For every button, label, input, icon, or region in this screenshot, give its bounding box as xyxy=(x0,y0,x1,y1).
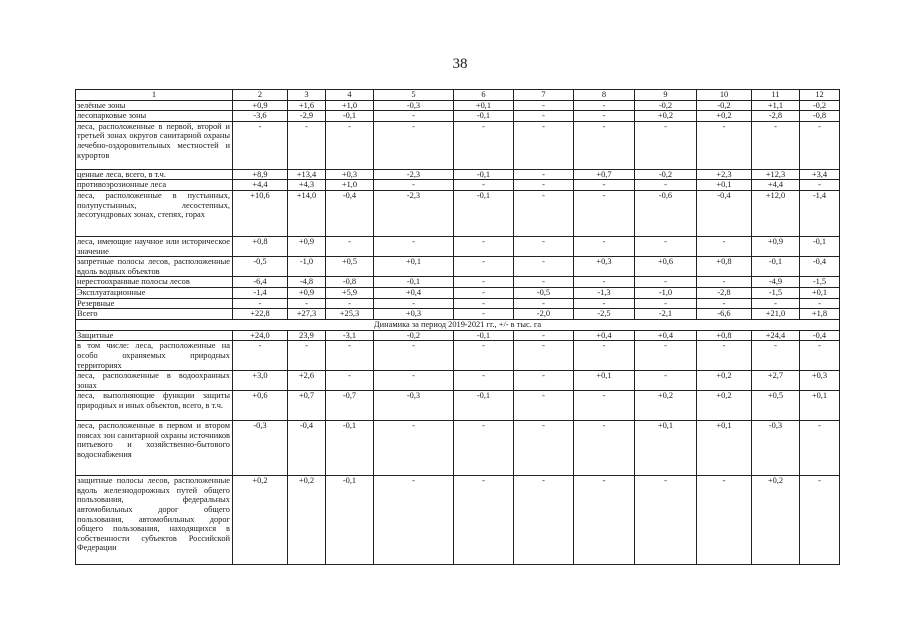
table-cell: -0,5 xyxy=(233,257,288,277)
table-cell: - xyxy=(233,121,288,169)
row-label: ценные леса, всего, в т.ч. xyxy=(76,169,233,180)
table-cell: +4,4 xyxy=(752,180,800,191)
table-row xyxy=(76,100,840,111)
table-cell: +0,6 xyxy=(233,391,288,421)
row-label: леса, расположенные в первом и втором поясах зон санитарной охраны источников питьевого и хозяйственно-бытового водоснабжения xyxy=(76,421,233,476)
table-cell: -1,0 xyxy=(635,287,697,298)
table-cell: +0,3 xyxy=(574,257,635,277)
column-header: 12 xyxy=(800,90,840,101)
table-cell: +0,8 xyxy=(697,330,752,341)
table-cell: - xyxy=(800,476,840,565)
table-cell: +0,4 xyxy=(635,330,697,341)
column-header: 6 xyxy=(454,90,514,101)
table-cell: - xyxy=(454,277,514,288)
table-cell: - xyxy=(752,298,800,309)
table-cell: - xyxy=(574,421,635,476)
table-cell: +0,2 xyxy=(233,476,288,565)
table-cell: - xyxy=(514,100,574,111)
table-cell: +0,4 xyxy=(574,330,635,341)
table-cell: +5,9 xyxy=(326,287,374,298)
table-cell: -0,1 xyxy=(326,476,374,565)
table-cell: +3,4 xyxy=(800,169,840,180)
table-cell: +0,4 xyxy=(374,287,454,298)
table-cell: - xyxy=(574,180,635,191)
table-cell: - xyxy=(574,236,635,256)
column-header: 7 xyxy=(514,90,574,101)
row-label: лесопарковые зоны xyxy=(76,111,233,122)
table-row xyxy=(76,287,840,298)
row-label: Эксплуатационные xyxy=(76,287,233,298)
table-cell: -0,3 xyxy=(752,421,800,476)
table-cell: - xyxy=(326,121,374,169)
table-cell: - xyxy=(374,298,454,309)
table-cell: -0,1 xyxy=(454,190,514,236)
table-cell: - xyxy=(454,121,514,169)
table-cell: -1,0 xyxy=(288,257,326,277)
forest-dynamics-table xyxy=(75,89,840,565)
table-cell: - xyxy=(454,371,514,391)
table-cell: -0,1 xyxy=(454,169,514,180)
table-cell: -0,1 xyxy=(454,330,514,341)
table-cell: - xyxy=(514,236,574,256)
table-cell: +0,2 xyxy=(697,391,752,421)
table-cell: - xyxy=(454,341,514,371)
column-header: 1 xyxy=(76,90,233,101)
table-cell: -0,4 xyxy=(800,330,840,341)
table-cell: -0,3 xyxy=(374,391,454,421)
table-cell: - xyxy=(800,298,840,309)
table-cell: -1,5 xyxy=(752,287,800,298)
table-cell: +3,0 xyxy=(233,371,288,391)
table-cell: +25,3 xyxy=(326,309,374,320)
table-cell: +0,6 xyxy=(635,257,697,277)
table-row xyxy=(76,421,840,476)
table-cell: - xyxy=(233,298,288,309)
table-cell: +0,5 xyxy=(326,257,374,277)
row-label: леса, имеющие научное или историческое значение xyxy=(76,236,233,256)
table-cell: -0,3 xyxy=(374,100,454,111)
table-cell: - xyxy=(635,277,697,288)
table-cell: - xyxy=(454,476,514,565)
table-cell: +0,9 xyxy=(233,100,288,111)
table-cell: - xyxy=(454,421,514,476)
table-cell: - xyxy=(326,341,374,371)
row-label: нерестоохранные полосы лесов xyxy=(76,277,233,288)
table-cell: -2,5 xyxy=(574,309,635,320)
table-cell: +0,1 xyxy=(574,371,635,391)
table-cell: - xyxy=(514,277,574,288)
table-cell: +0,1 xyxy=(697,421,752,476)
table-cell: -0,8 xyxy=(326,277,374,288)
table-cell: +0,1 xyxy=(800,391,840,421)
row-label: леса, выполняющие функции защиты природных и иных объектов, всего, в т.ч. xyxy=(76,391,233,421)
table-cell: -2,3 xyxy=(374,190,454,236)
table-cell: - xyxy=(697,236,752,256)
table-cell: - xyxy=(288,298,326,309)
table-cell: +0,3 xyxy=(800,371,840,391)
table-cell: - xyxy=(800,421,840,476)
table-cell: -0,4 xyxy=(697,190,752,236)
table-cell: +1,8 xyxy=(800,309,840,320)
table-cell: - xyxy=(374,236,454,256)
table-cell: +0,9 xyxy=(752,236,800,256)
table-row xyxy=(76,180,840,191)
table-cell: +0,2 xyxy=(697,371,752,391)
table-cell: +0,2 xyxy=(752,476,800,565)
table-cell: -0,4 xyxy=(800,257,840,277)
table-cell: -0,2 xyxy=(635,169,697,180)
table-cell: +1,1 xyxy=(752,100,800,111)
column-header: 9 xyxy=(635,90,697,101)
table-cell: - xyxy=(635,341,697,371)
table-cell: +10,6 xyxy=(233,190,288,236)
table-row xyxy=(76,371,840,391)
table-cell: - xyxy=(326,298,374,309)
table-row xyxy=(76,341,840,371)
table-cell: - xyxy=(514,476,574,565)
table-cell: -0,2 xyxy=(374,330,454,341)
table-cell: +13,4 xyxy=(288,169,326,180)
table-cell: +24,0 xyxy=(233,330,288,341)
row-label: запретные полосы лесов, расположенные вдоль водных объектов xyxy=(76,257,233,277)
table-cell: - xyxy=(514,421,574,476)
row-label: в том числе: леса, расположенные на особо охраняемых природных территориях xyxy=(76,341,233,371)
table-cell: - xyxy=(288,121,326,169)
column-header: 11 xyxy=(752,90,800,101)
table-cell: +1,6 xyxy=(288,100,326,111)
table-cell: -0,1 xyxy=(326,421,374,476)
row-label: Всего xyxy=(76,309,233,320)
table-cell: +0,9 xyxy=(288,287,326,298)
table-row xyxy=(76,309,840,320)
row-label: леса, расположенные в водоохранных зонах xyxy=(76,371,233,391)
table-cell: -0,8 xyxy=(800,111,840,122)
table-cell: -0,4 xyxy=(326,190,374,236)
table-cell: - xyxy=(233,341,288,371)
table-cell: +22,8 xyxy=(233,309,288,320)
table-cell: -4,8 xyxy=(288,277,326,288)
table-cell: - xyxy=(374,121,454,169)
table-cell: -0,1 xyxy=(454,111,514,122)
row-label: леса, расположенные в пустынных, полупустынных, лесостепных, лесотундровых зонах, степях, горах xyxy=(76,190,233,236)
table-row xyxy=(76,257,840,277)
table-cell: +14,0 xyxy=(288,190,326,236)
table-cell: - xyxy=(635,371,697,391)
table-cell: - xyxy=(574,298,635,309)
table-cell: - xyxy=(514,330,574,341)
row-label: защитные полосы лесов, расположенные вдоль железнодорожных путей общего пользования, федеральных автомобильных дорог общего пользования, автомобильных дорог общего пользования, находящихся в собственности субъектов Российской Федерации xyxy=(76,476,233,565)
table-cell: +0,8 xyxy=(233,236,288,256)
row-label: противоэрозионные леса xyxy=(76,180,233,191)
table-cell: - xyxy=(454,236,514,256)
table-cell: - xyxy=(697,121,752,169)
table-cell: - xyxy=(752,121,800,169)
table-cell: +0,7 xyxy=(288,391,326,421)
table-cell: +0,3 xyxy=(374,309,454,320)
table-cell: - xyxy=(288,341,326,371)
table-cell: -1,5 xyxy=(800,277,840,288)
table-cell: - xyxy=(374,421,454,476)
table-cell: +27,3 xyxy=(288,309,326,320)
table-cell: -0,2 xyxy=(697,100,752,111)
table-cell: -0,2 xyxy=(635,100,697,111)
table-cell: +0,7 xyxy=(574,169,635,180)
table-cell: +4,4 xyxy=(233,180,288,191)
table-cell: - xyxy=(635,236,697,256)
table-row xyxy=(76,277,840,288)
row-label: Защитные xyxy=(76,330,233,341)
table-cell: - xyxy=(574,190,635,236)
table-cell: +0,2 xyxy=(288,476,326,565)
table-cell: -1,4 xyxy=(800,190,840,236)
table-cell: -0,4 xyxy=(288,421,326,476)
table-cell: +0,1 xyxy=(800,287,840,298)
table-cell: +0,2 xyxy=(697,111,752,122)
row-label: зелёные зоны xyxy=(76,100,233,111)
table-cell: - xyxy=(514,371,574,391)
table-cell: +21,0 xyxy=(752,309,800,320)
table-cell: - xyxy=(574,476,635,565)
column-header: 5 xyxy=(374,90,454,101)
table-cell: +4,3 xyxy=(288,180,326,191)
table-row xyxy=(76,391,840,421)
table-cell: - xyxy=(374,476,454,565)
page-number: 38 xyxy=(452,56,468,72)
table-cell: -0,5 xyxy=(514,287,574,298)
table-cell: +2,3 xyxy=(697,169,752,180)
table-cell: +8,9 xyxy=(233,169,288,180)
table-cell: -0,1 xyxy=(752,257,800,277)
table-cell: - xyxy=(454,287,514,298)
table-cell: +24,4 xyxy=(752,330,800,341)
table-cell: +1,0 xyxy=(326,180,374,191)
table-cell: - xyxy=(574,391,635,421)
table-cell: -0,1 xyxy=(374,277,454,288)
table-cell: - xyxy=(800,121,840,169)
table-cell: -2,0 xyxy=(514,309,574,320)
section-row xyxy=(76,320,840,331)
table-cell: +0,1 xyxy=(697,180,752,191)
table-cell: -3,6 xyxy=(233,111,288,122)
table-cell: +0,9 xyxy=(288,236,326,256)
table-cell: +0,1 xyxy=(635,421,697,476)
table-cell: -4,9 xyxy=(752,277,800,288)
column-header: 4 xyxy=(326,90,374,101)
section-title: Динамика за период 2019-2021 гг., +/- в тыс. га xyxy=(76,320,840,331)
table-cell: +12,0 xyxy=(752,190,800,236)
table-cell: -0,3 xyxy=(233,421,288,476)
table-cell: +0,5 xyxy=(752,391,800,421)
column-header: 10 xyxy=(697,90,752,101)
row-label: леса, расположенные в первой, второй и третьей зонах округов санитарной охраны лечебно-оздоровительных местностей и курортов xyxy=(76,121,233,169)
table-cell: +0,1 xyxy=(454,100,514,111)
column-header: 8 xyxy=(574,90,635,101)
table-cell: - xyxy=(697,277,752,288)
row-label: Резервные xyxy=(76,298,233,309)
table-cell: +0,3 xyxy=(326,169,374,180)
table-cell: +0,2 xyxy=(635,391,697,421)
table-cell: - xyxy=(635,476,697,565)
table-cell: - xyxy=(514,169,574,180)
table-cell: - xyxy=(574,341,635,371)
table-cell: -0,1 xyxy=(800,236,840,256)
table-cell: -0,7 xyxy=(326,391,374,421)
table-cell: +2,6 xyxy=(288,371,326,391)
table-cell: -2,8 xyxy=(752,111,800,122)
table-cell: -2,8 xyxy=(697,287,752,298)
table-cell: - xyxy=(800,180,840,191)
table-cell: -0,1 xyxy=(326,111,374,122)
table-cell: - xyxy=(514,190,574,236)
table-cell: - xyxy=(514,180,574,191)
table-cell: - xyxy=(374,341,454,371)
table-cell: -6,6 xyxy=(697,309,752,320)
table-cell: - xyxy=(374,111,454,122)
table-cell: +0,2 xyxy=(635,111,697,122)
table-cell: - xyxy=(374,180,454,191)
table-cell: - xyxy=(635,121,697,169)
table-cell: - xyxy=(635,180,697,191)
table-cell: - xyxy=(514,391,574,421)
table-cell: - xyxy=(514,257,574,277)
table-cell: -2,9 xyxy=(288,111,326,122)
table-cell: -2,1 xyxy=(635,309,697,320)
table-cell: - xyxy=(454,298,514,309)
table-row xyxy=(76,236,840,256)
table-cell: +12,3 xyxy=(752,169,800,180)
table-cell: -0,1 xyxy=(454,391,514,421)
table-cell: - xyxy=(574,100,635,111)
table-cell: - xyxy=(800,341,840,371)
table-cell: -1,3 xyxy=(574,287,635,298)
table-cell: - xyxy=(635,298,697,309)
table-cell: +0,8 xyxy=(697,257,752,277)
table-cell: -2,3 xyxy=(374,169,454,180)
table-row xyxy=(76,121,840,169)
table-cell: - xyxy=(514,298,574,309)
table-row xyxy=(76,476,840,565)
table-cell: - xyxy=(326,371,374,391)
table-cell: - xyxy=(374,371,454,391)
table-row xyxy=(76,169,840,180)
column-header: 2 xyxy=(233,90,288,101)
header-row xyxy=(76,90,840,101)
table-cell: - xyxy=(514,341,574,371)
table-cell: +2,7 xyxy=(752,371,800,391)
table-cell: 23,9 xyxy=(288,330,326,341)
table-cell: -1,4 xyxy=(233,287,288,298)
table-cell: - xyxy=(697,476,752,565)
table-cell: -0,2 xyxy=(800,100,840,111)
table-cell: - xyxy=(574,277,635,288)
table-cell: -3,1 xyxy=(326,330,374,341)
table-cell: - xyxy=(514,121,574,169)
column-header: 3 xyxy=(288,90,326,101)
table-row xyxy=(76,298,840,309)
table-cell: - xyxy=(697,341,752,371)
table-cell: - xyxy=(574,121,635,169)
table-cell: - xyxy=(454,180,514,191)
table-cell: - xyxy=(752,341,800,371)
table-cell: - xyxy=(697,298,752,309)
table-cell: - xyxy=(454,309,514,320)
table-cell: - xyxy=(574,111,635,122)
table-cell: -0,6 xyxy=(635,190,697,236)
table-row xyxy=(76,190,840,236)
table-cell: - xyxy=(514,111,574,122)
table-row xyxy=(76,111,840,122)
table-cell: +0,1 xyxy=(374,257,454,277)
table-row xyxy=(76,330,840,341)
table-cell: -6,4 xyxy=(233,277,288,288)
table-cell: - xyxy=(326,236,374,256)
table-cell: +1,0 xyxy=(326,100,374,111)
table-cell: - xyxy=(454,257,514,277)
